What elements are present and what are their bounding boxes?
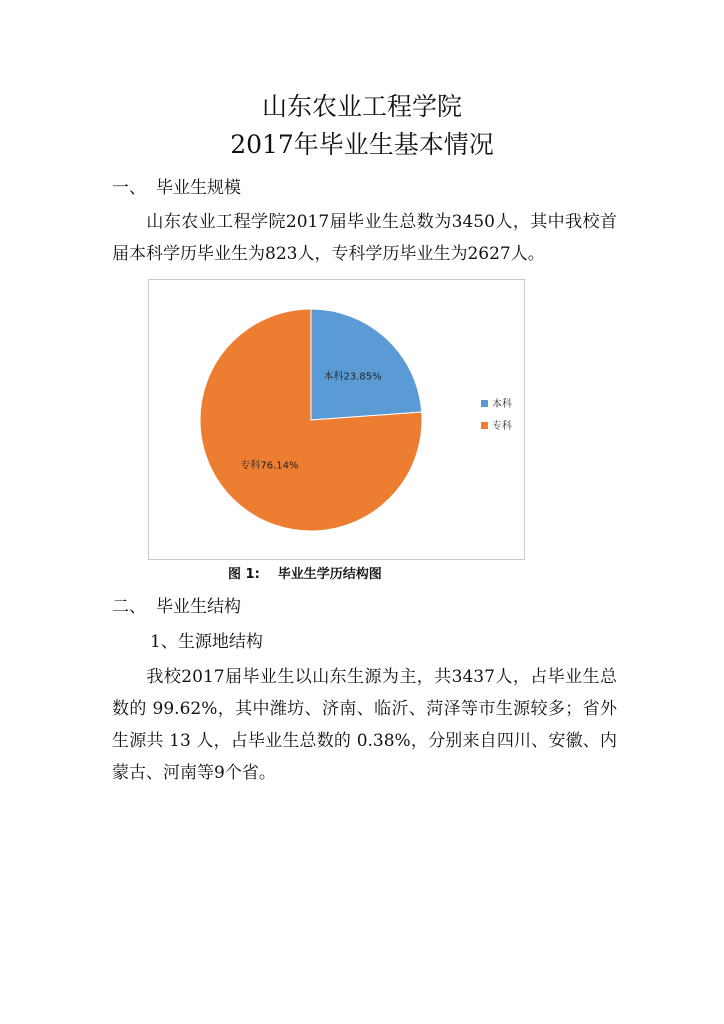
legend-label-1: 本科 (492, 399, 512, 410)
legend-swatch-1 (481, 400, 488, 407)
legend-label-2: 专科 (492, 421, 512, 432)
section2-subheading: 1、生源地结构 (150, 632, 263, 652)
section2-paragraph-text: 我校2017届毕业生以山东生源为主，共3437人，占毕业生总数的 99.62%，其中潍坊、济南、临沂、菏泽等市生源较多；省外生源共 13 人，占毕业生总数的 0.38%，分别来自四川、安徽、内蒙古、河南等9个省。 (112, 667, 617, 783)
document-title-line2: 2017年毕业生基本情况 (230, 130, 494, 159)
section1-paragraph (112, 206, 617, 270)
pie-data-label-1: 本科23.85% (323, 371, 382, 383)
section2-paragraph (112, 661, 617, 789)
figure-caption-text: 毕业生学历结构图 (277, 567, 382, 582)
section2-number: 二、 (112, 597, 146, 617)
legend-swatch-2 (481, 422, 488, 429)
figure-caption-number: 图 1: (228, 567, 260, 582)
pie-slice-1 (311, 309, 422, 420)
document-title-line1: 山东农业工程学院 (261, 92, 462, 121)
section1-number: 一、 (112, 178, 146, 198)
section1-paragraph-text: 山东农业工程学院2017届毕业生总数为3450人，其中我校首届本科学历毕业生为823人，专科学历毕业生为2627人。 (112, 212, 617, 264)
pie-chart-svg (149, 280, 526, 561)
pie-data-label-2: 专科76.14% (240, 460, 299, 472)
section2-heading (112, 592, 241, 617)
pie-chart (148, 279, 525, 560)
figure-caption (228, 563, 382, 582)
section1-heading (112, 173, 241, 198)
section2-heading-text: 毕业生结构 (156, 597, 241, 617)
section1-heading-text: 毕业生规模 (156, 178, 241, 198)
